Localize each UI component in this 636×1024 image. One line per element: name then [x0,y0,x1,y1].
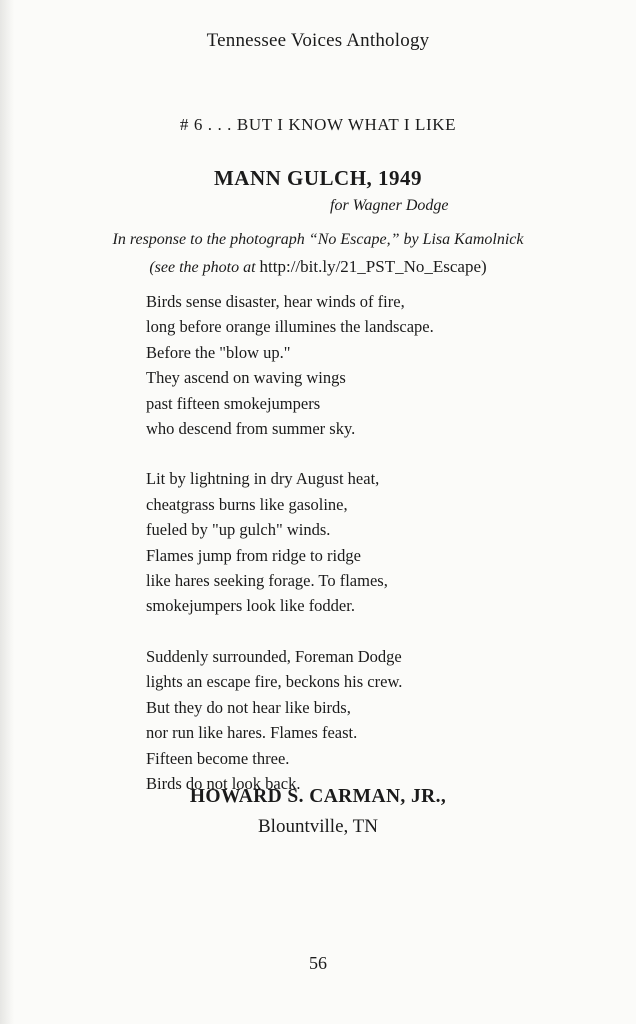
photo-note-url: http://bit.ly/21_PST_No_Escape) [259,257,487,276]
poem-line: They ascend on waving wings [146,368,346,388]
page-gutter-shadow [0,0,14,1024]
stanza-2 [146,466,586,618]
poem-line: lights an escape fire, beckons his crew. [146,672,403,692]
poem-line: long before orange illumines the landscape. [146,317,434,337]
poem-body [146,289,586,821]
author-name: HOWARD S. CARMAN, JR., [189,786,447,807]
poem-line: Birds do not look back. [146,773,301,793]
poem-line: Before the "blow up." [146,342,291,362]
poem-line: Suddenly surrounded, Foreman Dodge [146,646,402,666]
stanza-3 [146,644,586,796]
poem-line: Lit by lightning in dry August heat, [146,469,380,489]
poem-line: Birds sense disaster, hear winds of fire, [146,292,405,311]
running-head: Tennessee Voices Anthology [206,30,430,51]
poem-line: Flames jump from ridge to ridge [146,545,361,565]
poem-line: nor run like hares. Flames feast. [146,723,358,743]
stanza-1 [146,289,586,441]
poem-line: who descend from summer sky. [146,419,356,439]
author-location: Blountville, TN [258,816,378,837]
poem-dedication: for Wagner Dodge [330,197,449,214]
poem-title: MANN GULCH, 1949 [213,166,423,190]
page-number: 56 [309,953,327,973]
photo-note-line-2 [0,257,636,277]
poem-line: past fifteen smokejumpers [146,393,321,413]
photo-note-text: In response to the photograph “No Escape,” by Lisa Kamolnick [112,231,524,248]
photo-note-line-1 [0,231,636,249]
poem-line: cheatgrass burns like gasoline, [146,494,348,514]
section-heading: # 6 . . . BUT I KNOW WHAT I LIKE [179,115,457,134]
photo-note-prefix: (see the photo at [149,259,256,276]
poem-line: smokejumpers look like fodder. [146,596,355,616]
poem-line: But they do not hear like birds, [146,697,351,717]
poem-line: Fifteen become three. [146,748,290,768]
poem-line: like hares seeking forage. To flames, [146,571,388,591]
poem-line: fueled by "up gulch" winds. [146,520,331,540]
